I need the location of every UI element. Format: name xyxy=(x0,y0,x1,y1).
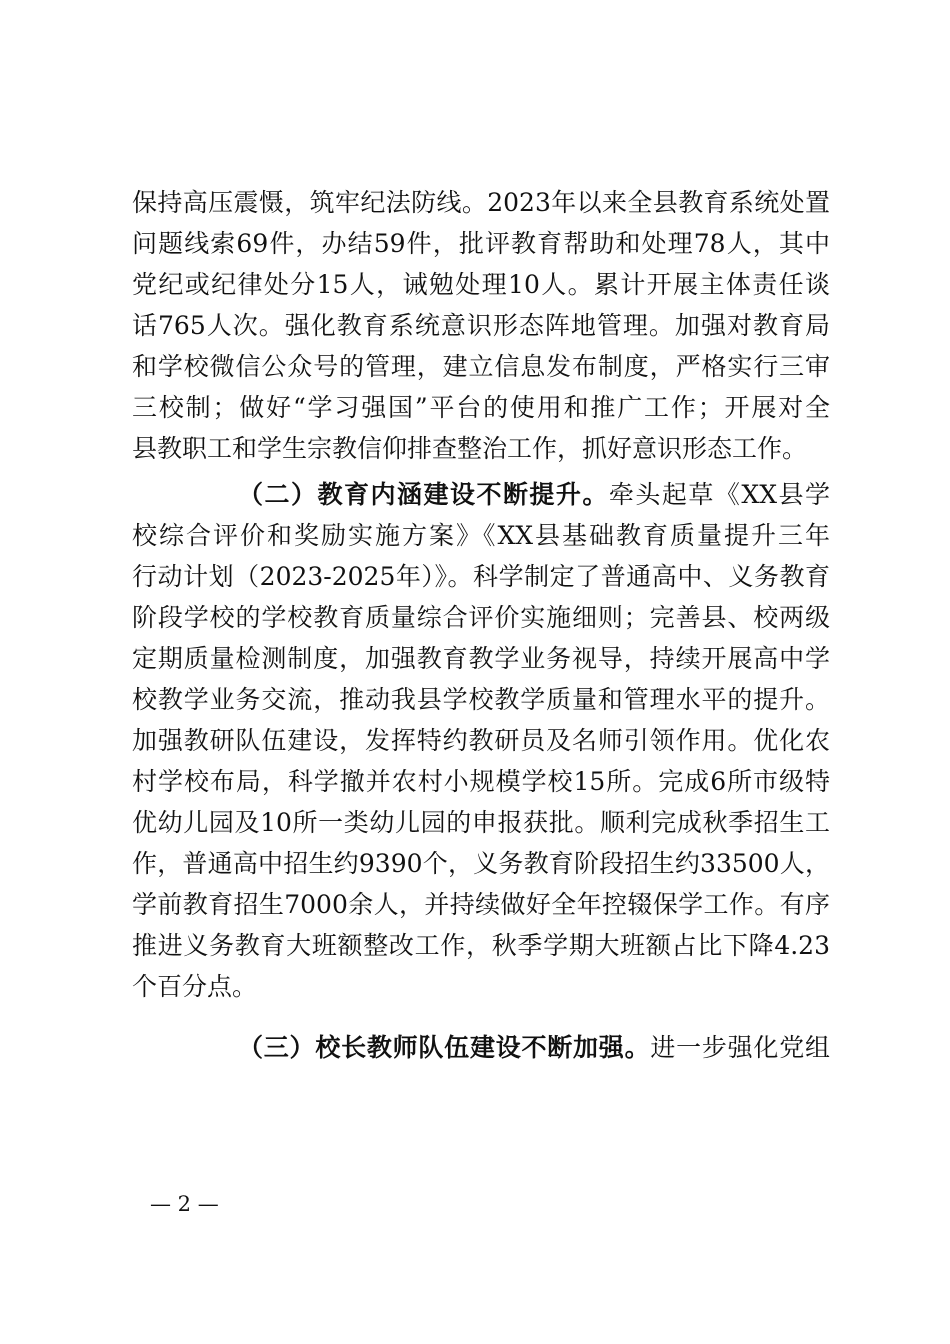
section-heading-three: （三）校长教师队伍建设不断加强。 xyxy=(238,1033,651,1062)
text-line: 行动计划（2023-2025年）》。科学制定了普通高中、义务教育 xyxy=(132,562,830,591)
text-line: 三校制；做好“学习强国”平台的使用和推广工作；开展对全 xyxy=(132,393,830,422)
text-line: 校教学业务交流，推动我县学校教学质量和管理水平的提升。 xyxy=(132,685,830,714)
document-body xyxy=(132,182,830,1068)
text-line: 保持高压震慑，筑牢纪法防线。2023年以来全县教育系统处置 xyxy=(132,188,830,217)
text-line: 优幼儿园及10所一类幼儿园的申报获批。顺利完成秋季招生工 xyxy=(132,808,830,837)
text-line: 和学校微信公众号的管理，建立信息发布制度，严格实行三审 xyxy=(132,352,830,381)
text-line: 村学校布局，科学撤并农村小规模学校15所。完成6所市级特 xyxy=(132,767,830,796)
text-line: 作，普通高中招生约9390个，义务教育阶段招生约33500人， xyxy=(132,849,830,878)
paragraph-discipline xyxy=(132,182,830,469)
text-line: 党纪或纪律处分15人，诫勉处理10人。累计开展主体责任谈 xyxy=(132,270,830,299)
section-heading-continuation: 牵头起草《XX县学 xyxy=(608,480,830,509)
text-line: 学前教育招生7000余人，并持续做好全年控辍保学工作。有序 xyxy=(132,890,830,919)
page-number: — 2 — xyxy=(150,1192,219,1216)
text-line: 加强教研队伍建设，发挥特约教研员及名师引领作用。优化农 xyxy=(132,726,830,755)
text-line: 话765人次。强化教育系统意识形态阵地管理。加强对教育局 xyxy=(132,311,830,340)
section-first-line xyxy=(132,1027,830,1068)
text-line: 校综合评价和奖励实施方案》《XX县基础教育质量提升三年 xyxy=(132,521,830,550)
paragraph-teacher-team xyxy=(132,1027,830,1068)
text-line: 县教职工和学生宗教信仰排查整治工作，抓好意识形态工作。 xyxy=(132,434,808,463)
section-heading-continuation: 进一步强化党组 xyxy=(650,1033,830,1062)
text-line: 推进义务教育大班额整改工作，秋季学期大班额占比下降4.23 xyxy=(132,931,830,960)
section-first-line xyxy=(132,474,830,515)
text-line: 问题线索69件，办结59件，批评教育帮助和处理78人，其中 xyxy=(132,229,830,258)
text-line: 定期质量检测制度，加强教育教学业务视导，持续开展高中学 xyxy=(132,644,830,673)
text-line: 阶段学校的学校教育质量综合评价实施细则；完善县、校两级 xyxy=(132,603,830,632)
text-line: 个百分点。 xyxy=(132,972,258,1001)
paragraph-education-quality xyxy=(132,474,830,1007)
section-heading-two: （二）教育内涵建设不断提升。 xyxy=(238,480,609,509)
